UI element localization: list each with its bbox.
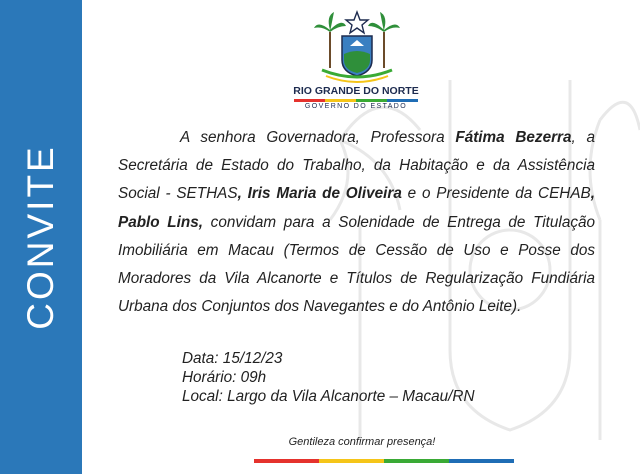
- stripe-green: [356, 99, 387, 102]
- event-details: [182, 349, 475, 406]
- side-banner: [0, 0, 82, 474]
- coat-of-arms-icon: [312, 10, 402, 86]
- stripe-red: [294, 99, 325, 102]
- invite-text-2: , a Secretária de Estado do Trabalho, da Habitação e da Assistência Social - SETHAS: [118, 129, 596, 203]
- logo-title: RIO GRANDE DO NORTE: [293, 85, 419, 97]
- stripe-yellow: [325, 99, 356, 102]
- secretary-name: , Iris Maria de Oliveira: [237, 185, 402, 203]
- invitation-paragraph: [118, 124, 595, 321]
- governor-name: Fátima Bezerra: [455, 129, 572, 146]
- event-date: Data: 15/12/23: [182, 350, 283, 367]
- rsvp-text: Gentileza confirmar presença!: [288, 436, 436, 448]
- footer-color-stripe: [254, 459, 514, 463]
- footer-stripe-blue: [449, 459, 514, 463]
- footer-note: [0, 436, 640, 448]
- state-logo: [286, 10, 426, 110]
- president-name: , Pablo Lins,: [118, 185, 595, 231]
- invite-text-1: A senhora Governadora, Professora: [180, 129, 456, 146]
- footer-stripe-yellow: [319, 459, 384, 463]
- invite-text-3: e o Presidente da CEHAB: [401, 185, 591, 203]
- event-location: Local: Largo da Vila Alcanorte – Macau/RN: [182, 388, 475, 405]
- footer-stripe-red: [254, 459, 319, 463]
- logo-color-stripe: [294, 99, 418, 102]
- invite-text-4: convidam para a Solenidade de Entrega de Titulação Imobiliária em Macau (Termos de Cessão de Uso e Posse dos Moradores da Vila Alcanorte e Títulos de Regularização Fundiária Urbana dos Conjuntos dos Navegantes e do Antônio Leite).: [118, 213, 596, 316]
- logo-subtitle: GOVERNO DO ESTADO: [304, 103, 408, 110]
- event-time: Horário: 09h: [182, 369, 267, 386]
- footer-stripe-green: [384, 459, 449, 463]
- stripe-blue: [387, 99, 418, 102]
- side-label: CONVITE: [20, 144, 61, 330]
